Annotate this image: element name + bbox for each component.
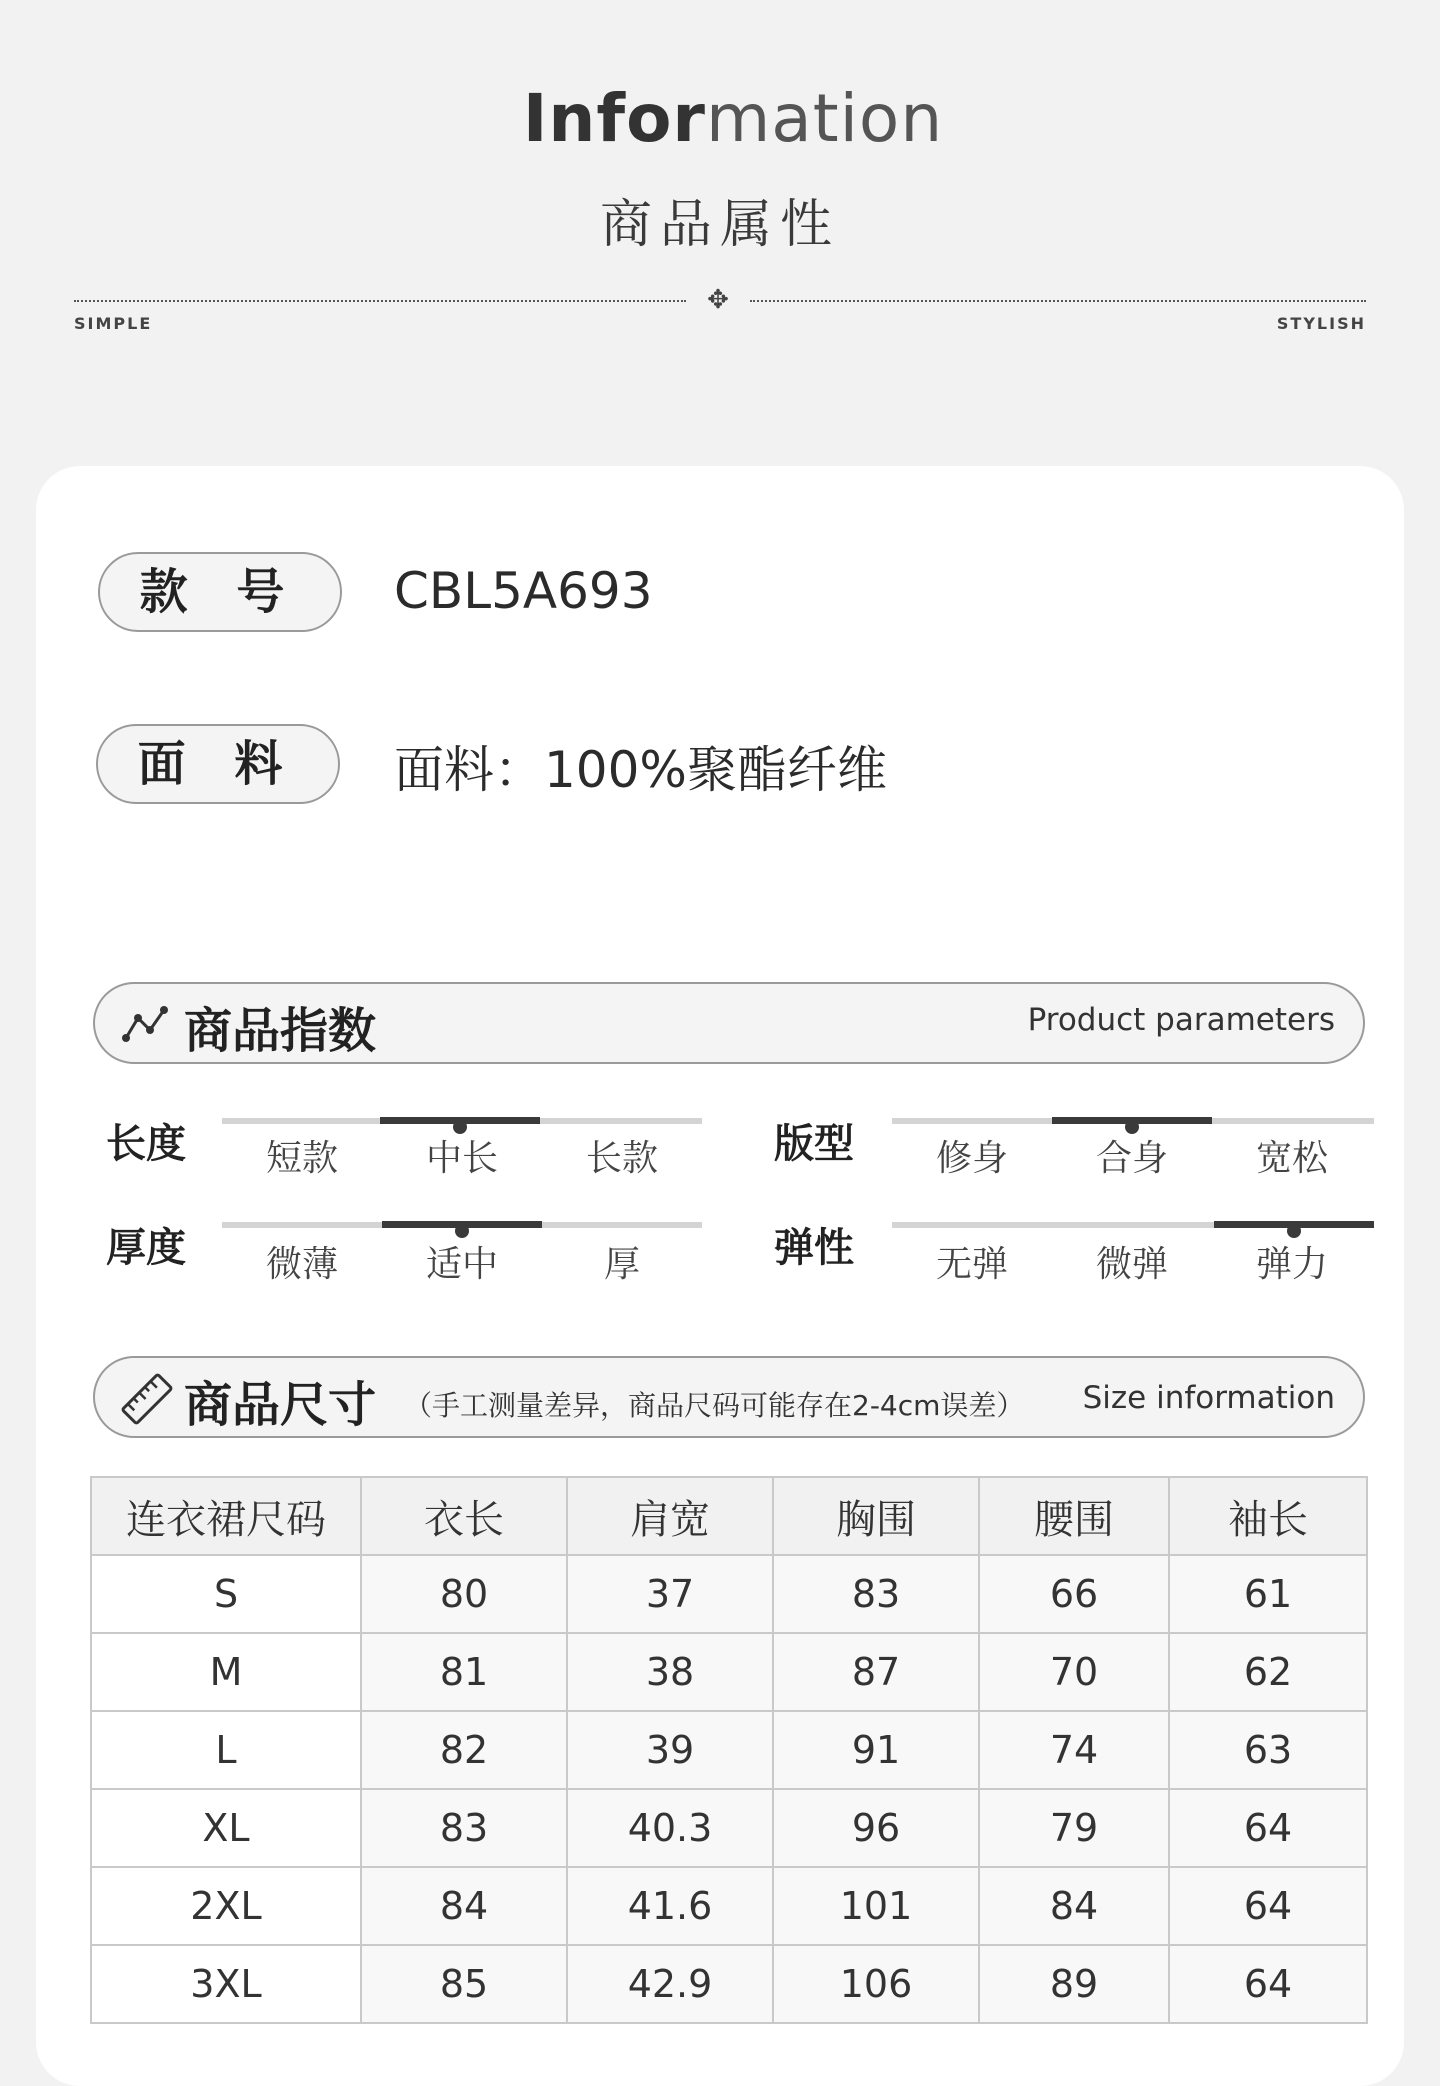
option-medium: 适中 xyxy=(425,1244,498,1285)
option-regular: 合身 xyxy=(1095,1138,1168,1179)
table-cell: 38 xyxy=(567,1633,773,1711)
size-section-note: （手工测量差异，商品尺码可能存在2-4cm误差） xyxy=(404,1389,1025,1422)
params-section-title: 商品指数 xyxy=(184,1003,377,1059)
table-row xyxy=(91,1945,1367,2023)
table-cell: 91 xyxy=(773,1711,979,1789)
table-cell: 64 xyxy=(1169,1945,1367,2023)
table-row xyxy=(91,1555,1367,1633)
table-row xyxy=(91,1633,1367,1711)
table-cell: 101 xyxy=(773,1867,979,1945)
table-cell: S xyxy=(91,1555,361,1633)
column-header: 腰围 xyxy=(979,1477,1169,1555)
table-cell: 96 xyxy=(773,1789,979,1867)
table-cell: 87 xyxy=(773,1633,979,1711)
table-cell: 80 xyxy=(361,1555,567,1633)
diamond-ornament-icon: ✥ xyxy=(707,285,729,315)
table-cell: 74 xyxy=(979,1711,1169,1789)
option-no-stretch: 无弹 xyxy=(935,1244,1008,1285)
table-cell: 61 xyxy=(1169,1555,1367,1633)
page-title: Information xyxy=(522,80,944,157)
table-cell: 64 xyxy=(1169,1789,1367,1867)
table-cell: 79 xyxy=(979,1789,1169,1867)
divider-left xyxy=(74,300,686,302)
option-short: 短款 xyxy=(265,1138,338,1179)
table-cell: XL xyxy=(91,1789,361,1867)
table-cell: 66 xyxy=(979,1555,1169,1633)
tag-simple: SIMPLE xyxy=(74,314,153,333)
table-cell: 106 xyxy=(773,1945,979,2023)
table-cell: 89 xyxy=(979,1945,1169,2023)
table-cell: L xyxy=(91,1711,361,1789)
size-section-subtitle: Size information xyxy=(1082,1380,1335,1416)
column-header: 袖长 xyxy=(1169,1477,1367,1555)
fabric-value: 面料：100%聚酯纤维 xyxy=(394,741,887,799)
table-cell: 41.6 xyxy=(567,1867,773,1945)
option-long: 长款 xyxy=(585,1138,658,1179)
tag-stylish: STYLISH xyxy=(1276,314,1366,333)
table-cell: 83 xyxy=(773,1555,979,1633)
table-row xyxy=(91,1711,1367,1789)
table-row xyxy=(91,1789,1367,1867)
fabric-label: 面 料 xyxy=(96,724,340,804)
table-row xyxy=(91,1867,1367,1945)
param-label-length: 长度 xyxy=(106,1121,186,1167)
table-cell: M xyxy=(91,1633,361,1711)
option-slim: 修身 xyxy=(935,1138,1008,1179)
ruler-icon xyxy=(120,1372,174,1426)
table-cell: 85 xyxy=(361,1945,567,2023)
param-label-fit: 版型 xyxy=(774,1121,854,1167)
table-cell: 64 xyxy=(1169,1867,1367,1945)
table-cell: 40.3 xyxy=(567,1789,773,1867)
table-cell: 62 xyxy=(1169,1633,1367,1711)
option-loose: 宽松 xyxy=(1255,1138,1328,1179)
table-header-row xyxy=(91,1477,1367,1555)
page-subtitle: 商品属性 xyxy=(599,195,840,255)
params-section-subtitle: Product parameters xyxy=(1027,1002,1335,1038)
style-number-label: 款 号 xyxy=(98,552,342,632)
column-header: 胸围 xyxy=(773,1477,979,1555)
table-cell: 70 xyxy=(979,1633,1169,1711)
column-header: 衣长 xyxy=(361,1477,567,1555)
table-cell: 42.9 xyxy=(567,1945,773,2023)
param-label-elasticity: 弹性 xyxy=(774,1225,854,1271)
size-table xyxy=(90,1476,1368,2024)
style-number-value: CBL5A693 xyxy=(394,562,653,620)
option-slight-stretch: 微弹 xyxy=(1095,1244,1168,1285)
table-cell: 39 xyxy=(567,1711,773,1789)
table-cell: 83 xyxy=(361,1789,567,1867)
option-stretch: 弹力 xyxy=(1255,1244,1328,1285)
table-cell: 37 xyxy=(567,1555,773,1633)
table-cell: 84 xyxy=(361,1867,567,1945)
table-cell: 82 xyxy=(361,1711,567,1789)
table-cell: 84 xyxy=(979,1867,1169,1945)
option-mid-length: 中长 xyxy=(425,1138,498,1179)
table-cell: 3XL xyxy=(91,1945,361,2023)
trend-line-icon xyxy=(122,1004,170,1044)
option-thick: 厚 xyxy=(603,1244,640,1285)
table-cell: 63 xyxy=(1169,1711,1367,1789)
table-cell: 81 xyxy=(361,1633,567,1711)
table-cell: 2XL xyxy=(91,1867,361,1945)
column-header: 肩宽 xyxy=(567,1477,773,1555)
column-header: 连衣裙尺码 xyxy=(91,1477,361,1555)
param-label-thickness: 厚度 xyxy=(106,1225,186,1271)
option-thin: 微薄 xyxy=(265,1244,338,1285)
size-section-title: 商品尺寸 xyxy=(184,1377,377,1433)
divider-right xyxy=(750,300,1366,302)
